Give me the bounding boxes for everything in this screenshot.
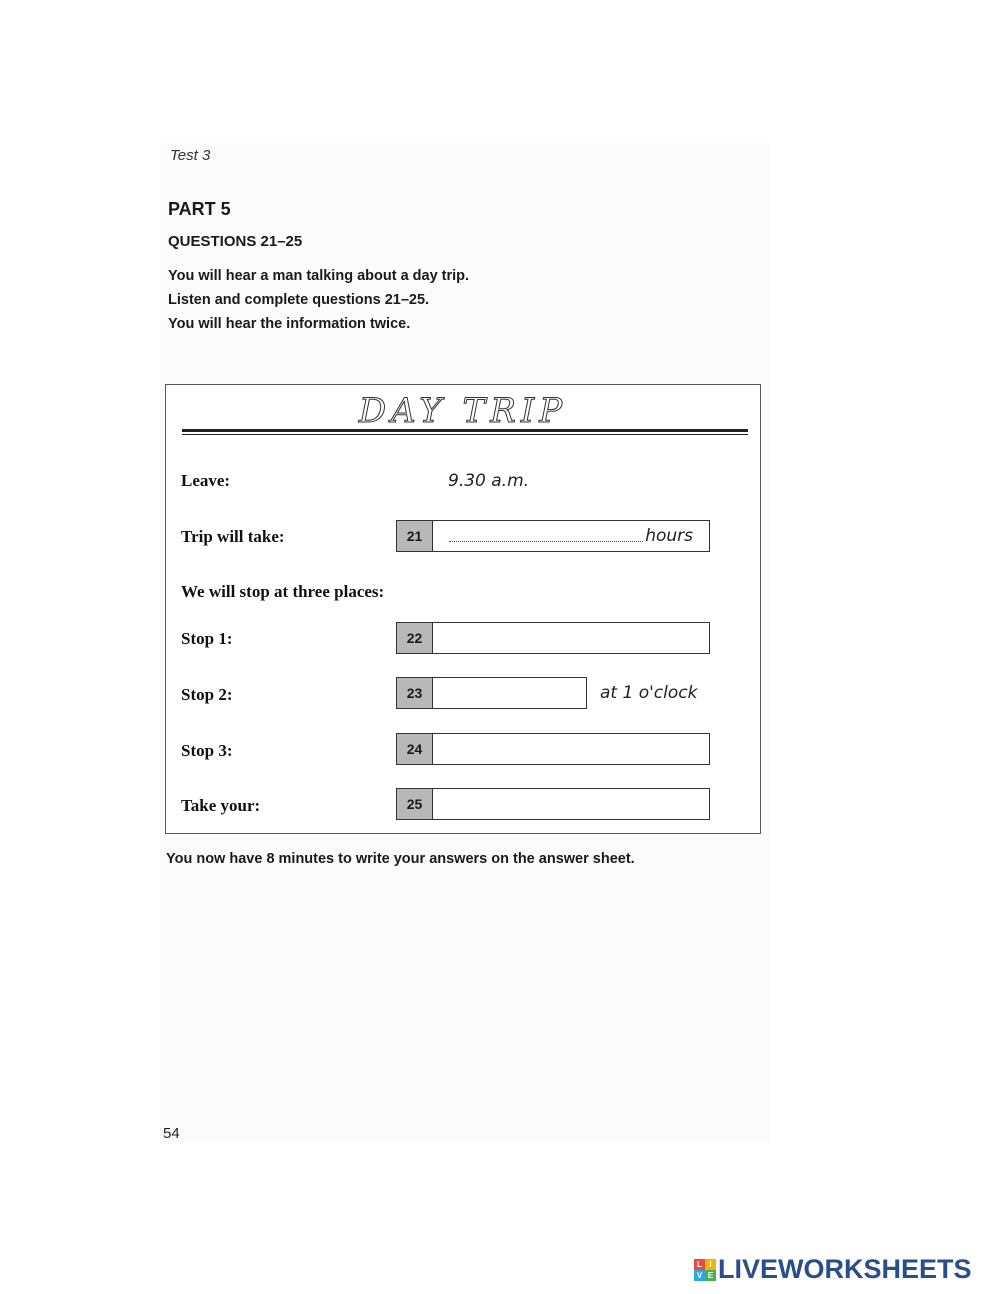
title-rule [182,434,748,435]
leave-value: 9.30 a.m. [448,471,530,491]
questions-title: QUESTIONS 21–25 [168,233,303,250]
instruction-line: You will hear a man talking about a day trip. [168,268,470,284]
question-number: 21 [397,521,433,551]
answer-box-25[interactable] [396,788,710,820]
title-rule [182,429,748,432]
brand-icon [694,1259,716,1281]
answer-box-23[interactable] [396,677,587,709]
instruction-line: Listen and complete questions 21–25. [168,292,430,308]
instruction-line: You will hear the information twice. [168,316,411,332]
liveworksheets-logo[interactable] [694,1254,972,1285]
brand-tile: L [694,1259,705,1270]
trip-label: Trip will take: [181,527,285,546]
question-number: 22 [397,623,433,653]
question-number: 23 [397,678,433,708]
take-label: Take your: [181,796,261,815]
card-title: DAY TRIP [358,391,568,431]
page-number: 54 [163,1125,180,1142]
brand-tile: E [705,1270,716,1281]
answer-dotted-line [449,541,643,542]
stops-intro: We will stop at three places: [181,582,385,601]
answer-box-22[interactable] [396,622,710,654]
part-title: PART 5 [168,199,231,219]
stop3-label: Stop 3: [181,741,233,760]
stop2-time: at 1 o'clock [600,683,698,703]
test-label: Test 3 [170,147,211,164]
footer-note: You now have 8 minutes to write your answers on the answer sheet. [166,851,635,867]
brand-name: LIVEWORKSHEETS [718,1254,972,1284]
leave-label: Leave: [181,471,231,490]
brand-tile: V [694,1270,705,1281]
stop2-label: Stop 2: [181,685,233,704]
answer-box-24[interactable] [396,733,710,765]
day-trip-card [165,384,761,834]
hours-suffix: hours [645,526,693,546]
question-number: 24 [397,734,433,764]
stop1-label: Stop 1: [181,629,233,648]
question-number: 25 [397,789,433,819]
brand-tile: I [705,1259,716,1270]
answer-box-21[interactable] [396,520,710,552]
